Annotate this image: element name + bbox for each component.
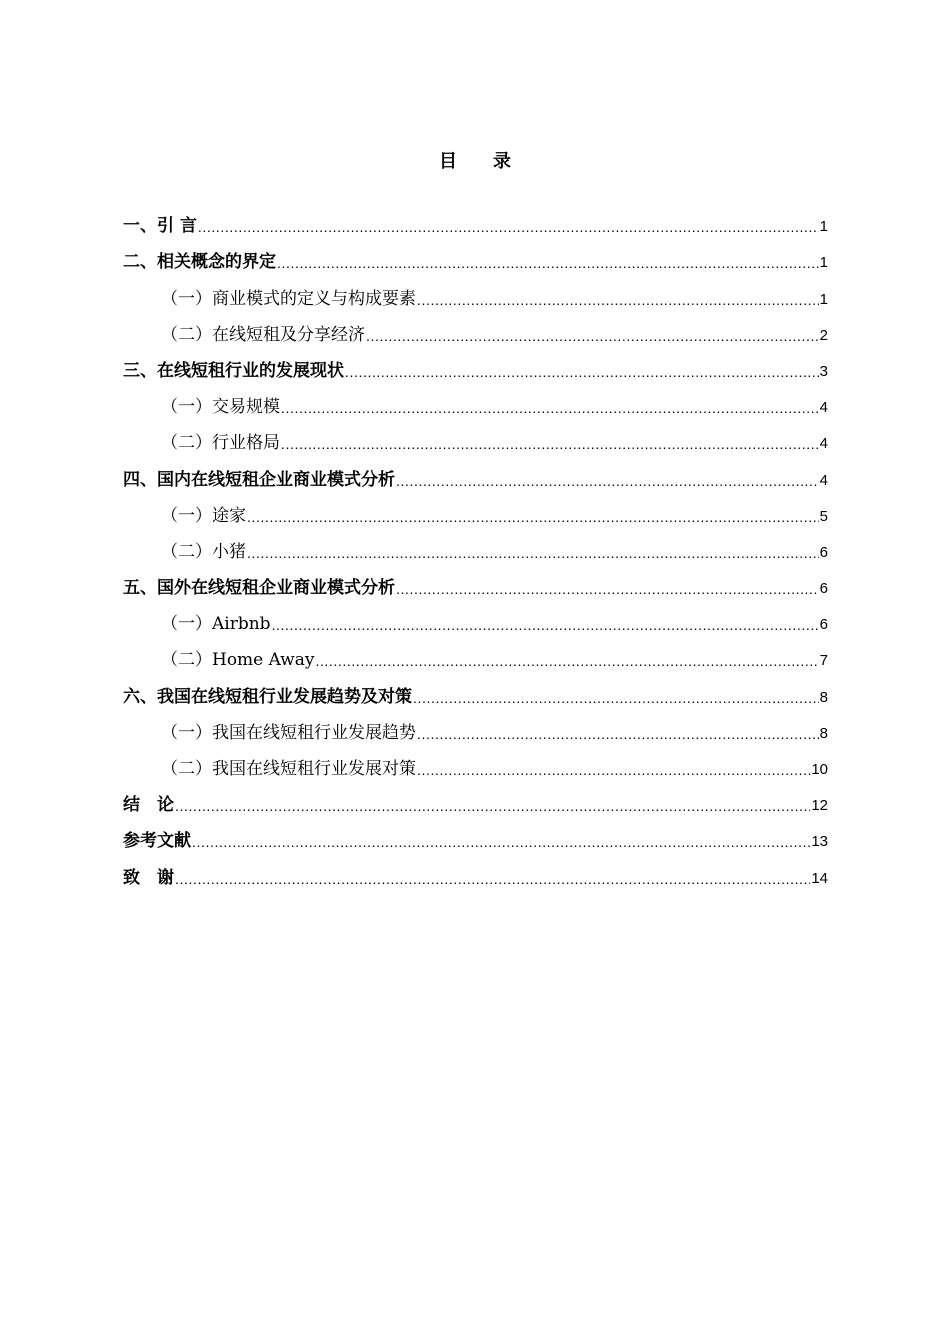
toc-entry[interactable] — [123, 388, 828, 424]
toc-dot-leader — [175, 798, 810, 816]
toc-title: 目 录 — [439, 151, 511, 172]
toc-dot-leader — [417, 762, 810, 780]
toc-page-number: 1 — [819, 254, 828, 272]
toc-entry-label: （一）Airbnb — [161, 614, 271, 635]
toc-entry[interactable] — [123, 497, 828, 533]
toc-page-number: 12 — [811, 797, 828, 815]
toc-dot-leader — [281, 436, 819, 454]
toc-page-number: 14 — [811, 869, 828, 887]
toc-entry[interactable] — [123, 569, 828, 605]
toc-entry-label: （二）Home Away — [161, 650, 315, 671]
toc-entry[interactable] — [123, 858, 828, 894]
toc-page-number: 4 — [819, 471, 828, 489]
toc-entry[interactable] — [123, 207, 828, 243]
toc-page-number: 6 — [819, 543, 828, 561]
toc-dot-leader — [417, 292, 819, 310]
toc-entry-label: 一、引 言 — [123, 216, 197, 237]
toc-entry-label: 结 论 — [123, 795, 174, 816]
toc-dot-leader — [192, 834, 810, 852]
toc-entry-label: （二）我国在线短租行业发展对策 — [161, 759, 416, 779]
toc-entry[interactable] — [123, 460, 828, 496]
toc-entry-label: 三、在线短租行业的发展现状 — [123, 360, 344, 381]
toc-entry-label: （一）交易规模 — [161, 397, 280, 418]
toc-entry[interactable] — [123, 822, 828, 858]
toc-dot-leader — [315, 653, 818, 671]
toc-entry-label: 四、国内在线短租企业商业模式分析 — [123, 469, 395, 490]
toc-dot-leader — [175, 871, 810, 889]
toc-dot-leader — [277, 255, 819, 273]
toc-entry[interactable] — [123, 243, 828, 279]
toc-entry[interactable] — [123, 641, 828, 677]
toc-entry-label: （二）小猪 — [161, 541, 246, 562]
toc-entry-label: 参考文献 — [123, 831, 191, 852]
toc-entry[interactable] — [123, 714, 828, 750]
toc-page-number: 4 — [819, 435, 828, 453]
toc-entry-label: 致 谢 — [123, 867, 174, 888]
toc-dot-leader — [396, 473, 819, 491]
toc-list — [123, 207, 828, 895]
toc-entry[interactable] — [123, 279, 828, 315]
toc-page-number: 1 — [819, 290, 828, 308]
toc-page-number: 1 — [819, 218, 828, 236]
toc-entry-label: （一）途家 — [161, 505, 246, 526]
toc-entry[interactable] — [123, 786, 828, 822]
toc-page-number: 6 — [819, 616, 828, 634]
toc-page-number: 7 — [819, 652, 828, 670]
toc-page-number: 5 — [819, 507, 828, 525]
toc-dot-leader — [281, 400, 819, 418]
toc-page-number: 3 — [819, 362, 828, 380]
toc-dot-leader — [396, 581, 819, 599]
toc-dot-leader — [247, 509, 819, 527]
toc-entry[interactable] — [123, 750, 828, 786]
toc-entry-label: （一）我国在线短租行业发展趋势 — [161, 722, 416, 743]
toc-entry-label: 二、相关概念的界定 — [123, 252, 276, 273]
toc-entry[interactable] — [123, 424, 828, 460]
toc-entry[interactable] — [123, 316, 828, 352]
toc-entry-label: 六、我国在线短租行业发展趋势及对策 — [123, 686, 412, 707]
toc-page-number: 13 — [811, 833, 828, 851]
toc-dot-leader — [413, 690, 819, 708]
toc-entry-label: （一）商业模式的定义与构成要素 — [161, 288, 416, 309]
toc-dot-leader — [247, 545, 819, 563]
toc-page-number: 10 — [811, 761, 828, 778]
toc-entry[interactable] — [123, 533, 828, 569]
toc-entry-label: 五、国外在线短租企业商业模式分析 — [123, 578, 395, 599]
toc-entry-label: （二）行业格局 — [161, 433, 280, 454]
toc-page-number: 8 — [819, 688, 828, 706]
toc-entry[interactable] — [123, 605, 828, 641]
toc-entry-label: （二）在线短租及分享经济 — [161, 324, 365, 345]
toc-entry[interactable] — [123, 352, 828, 388]
toc-page-number: 4 — [819, 399, 828, 417]
toc-dot-leader — [198, 219, 819, 237]
toc-dot-leader — [417, 726, 819, 744]
toc-dot-leader — [366, 328, 819, 346]
toc-dot-leader — [272, 617, 819, 635]
toc-entry[interactable] — [123, 677, 828, 713]
toc-page-number: 2 — [819, 326, 828, 344]
toc-page-number: 8 — [819, 724, 828, 742]
toc-page-number: 6 — [819, 580, 828, 598]
toc-dot-leader — [345, 364, 819, 382]
